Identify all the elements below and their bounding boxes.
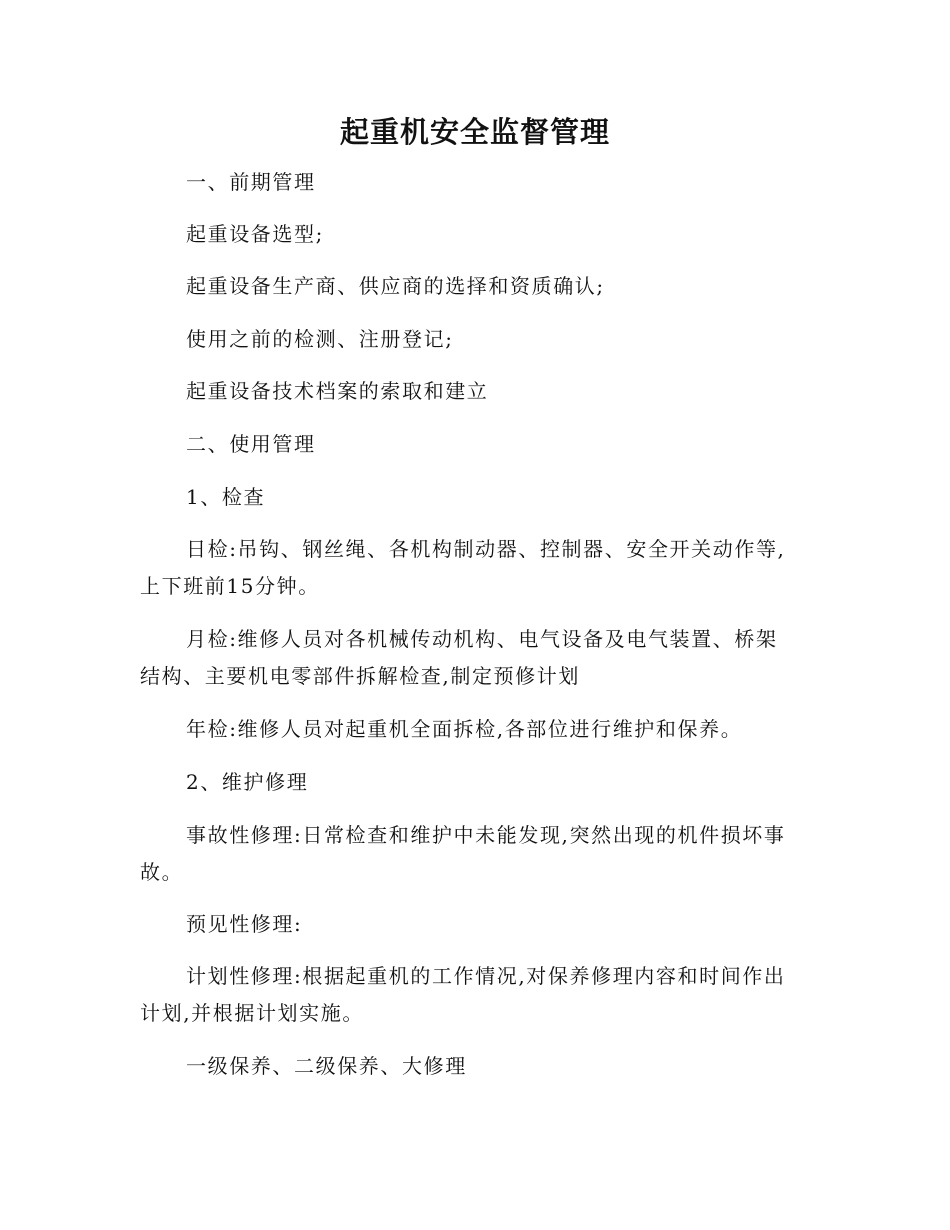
paragraph: 使用之前的检测、注册登记;: [186, 327, 454, 351]
paragraph: 月检:维修人员对各机械传动机构、电气设备及电气装置、桥架结构、主要机电零部件拆解检查,制定预修计划: [140, 627, 778, 688]
paragraph: 起重设备技术档案的索取和建立: [186, 379, 489, 403]
paragraph: 年检:维修人员对起重机全面拆检,各部位进行维护和保养。: [186, 717, 743, 741]
document-title: 起重机安全监督管理: [339, 115, 610, 149]
paragraph: 起重设备生产商、供应商的选择和资质确认;: [186, 274, 605, 298]
paragraph: 预见性修理:: [186, 912, 303, 936]
paragraph: 日检:吊钩、钢丝绳、各机构制动器、控制器、安全开关动作等,上下班前15分钟。: [140, 537, 786, 598]
paragraph-subheading: 2、维护修理: [186, 770, 309, 794]
paragraph: 事故性修理:日常检查和维护中未能发现,突然出现的机件损坏事故。: [140, 823, 786, 884]
paragraph: 计划性修理:根据起重机的工作情况,对保养修理内容和时间作出计划,并根据计划实施。: [140, 964, 786, 1025]
paragraph: 起重设备选型;: [186, 222, 324, 246]
paragraph-heading-2: 二、使用管理: [186, 432, 316, 456]
paragraph-heading-1: 一、前期管理: [186, 170, 316, 194]
paragraph: 一级保养、二级保养、大修理: [186, 1054, 467, 1078]
paragraph-subheading: 1、检查: [186, 485, 266, 509]
